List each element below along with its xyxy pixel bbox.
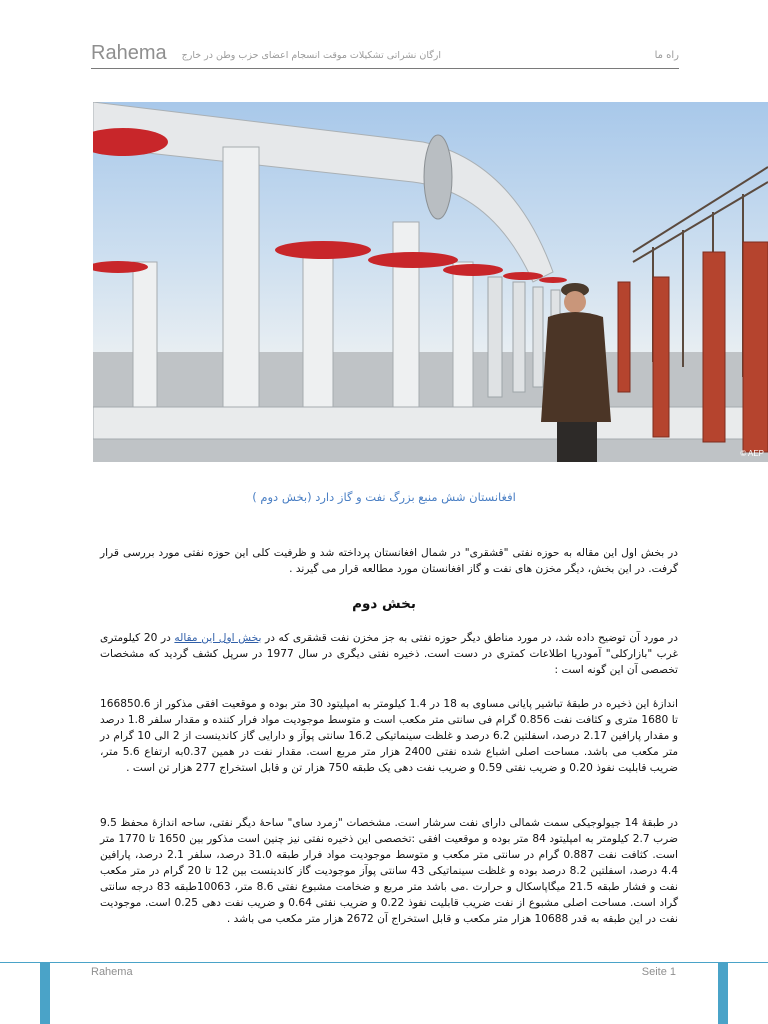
- header-publication-name: راه ما: [654, 50, 679, 61]
- footer-brand: Rahema: [91, 966, 133, 978]
- paragraph-2-lead: در مورد آن توضیح داده شد، در مورد مناطق دیگر حوزه نفتی به جز مخزن نفت قشقری که در: [261, 632, 678, 644]
- photo-credit: © AEP: [740, 449, 764, 458]
- intro-paragraph: در بخش اول این مقاله به حوزه نفتی "قشقری" در شمال افغانستان پرداخته شد و ظرفیت کلی این حوزه نفتی مورد بررسی قرار گرفت. در این بخش، دیگر مخزن های نفت و گاز افغانستان مورد مطالعه قرار می گیرند .: [100, 547, 678, 575]
- section-heading: بخش دوم: [352, 596, 416, 612]
- page-footer: [0, 962, 768, 1024]
- paragraph-3: اندازهٔ این ذخیره در طبقهٔ تباشیر پایانی مساوی به 18 در 1.4 کیلومتر به امپلیتود 30 متر بوده و موقعیت افقی مذکور از 166850.6 تا 1680 متری و کثافت نفت 0.856 گرام فی سانتی متر مکعب است و متوسط موجودیت مواد فرار کننده و مقدار سلفر 1.8 درصد و مقدار پارافین 2.17 درصد، اسفلتین 6.2 درصد و غلظت سینماتیکی 16.2 سانتی پوآز و دارایی گاز کاندینست از 2 الی 10 گرام در متر مکعب می باشد. مساحت اصلی اشباع شده نفتی 2400 هزار متر مربع است. مقدار نفت در همین 0.37به ارتفاع 5.6 متر، ضریب قابلیت نفوذ 0.20 و ضریب نفتی 0.59 و ضریب نفت دهی یک طبقه 750 هزار تن و قابل استخراج 277 هزار تن است .: [100, 698, 678, 774]
- footer-rule: [0, 962, 768, 963]
- paragraph-4: در طبقهٔ 14 جیولوجیکی سمت شمالی دارای نفت سرشار است. مشخصات "زمرد سای" ساحهٔ دیگر نفتی، ساحه اندازهٔ محفظ 9.5 ضرب 2.7 کیلومتر به امپلیتود 84 متر بوده و موقعیت افقی :تخصصی این ذخیره نفتی نیز چنین است مذکور بین 1650 تا 1770 متر است. کثافت نفت 0.887 گرام در سانتی متر مکعب و متوسط موجودیت مواد فرار طبقه 31.0 درصد، سلفر 2.1 درصد، پارافین 4.4 درصد، اسفلتین 8.2 درصد بوده و غلظت سینماتیکی 43 سانتی پوآز موجودیت گاز کاندینست بین 12 تا 20 گرام در متر مکعب نفت و فشار طبقه 21.5 میگاپاسکال و حرارت .می باشد متر مربع و ضخامت مشبوع نفتی 8.6 متر، 10063طبقه 83 درجه سانتی گراد است. مساحت اصلی مشبوع از نفت ضریب قابلیت نفوذ 0.22 و ضریب نفتی 0.64 و ضریب نفت دهی 0.25 است. موجودیت نفت در این طبقه به قدر 10688 هزار متر مکعب و قابل استخراج آن 2672 هزار متر مکعب می باشد .: [100, 817, 679, 925]
- paragraph-2: [100, 630, 678, 678]
- footer-accent-right: [718, 962, 728, 1024]
- paragraph-2-tail: در 20 کیلومتری غرب "بازارکلی" آمودریا اطلاعات کمتری در دست است. ذخیره نفتی دیگری در سال 1977 در سرپل کشف گردید که مشخصات تخصصی آن این گونه است :: [100, 632, 678, 676]
- page-header: [91, 40, 679, 69]
- article-photo: [93, 102, 768, 462]
- footer-accent-left: [40, 962, 50, 1024]
- pipeline-illustration: [93, 102, 768, 462]
- header-tagline: ارگان نشراتی تشکیلات موقت انسجام اعضای حزب وطن در خارج: [181, 50, 441, 61]
- page-number: Seite 1: [641, 966, 676, 978]
- article-title: افغانستان شش منبع بزرگ نفت و گاز دارد (بخش دوم ): [252, 490, 516, 504]
- header-brand: Rahema: [91, 42, 167, 64]
- part-one-link[interactable]: بخش اول این مقاله: [174, 632, 262, 644]
